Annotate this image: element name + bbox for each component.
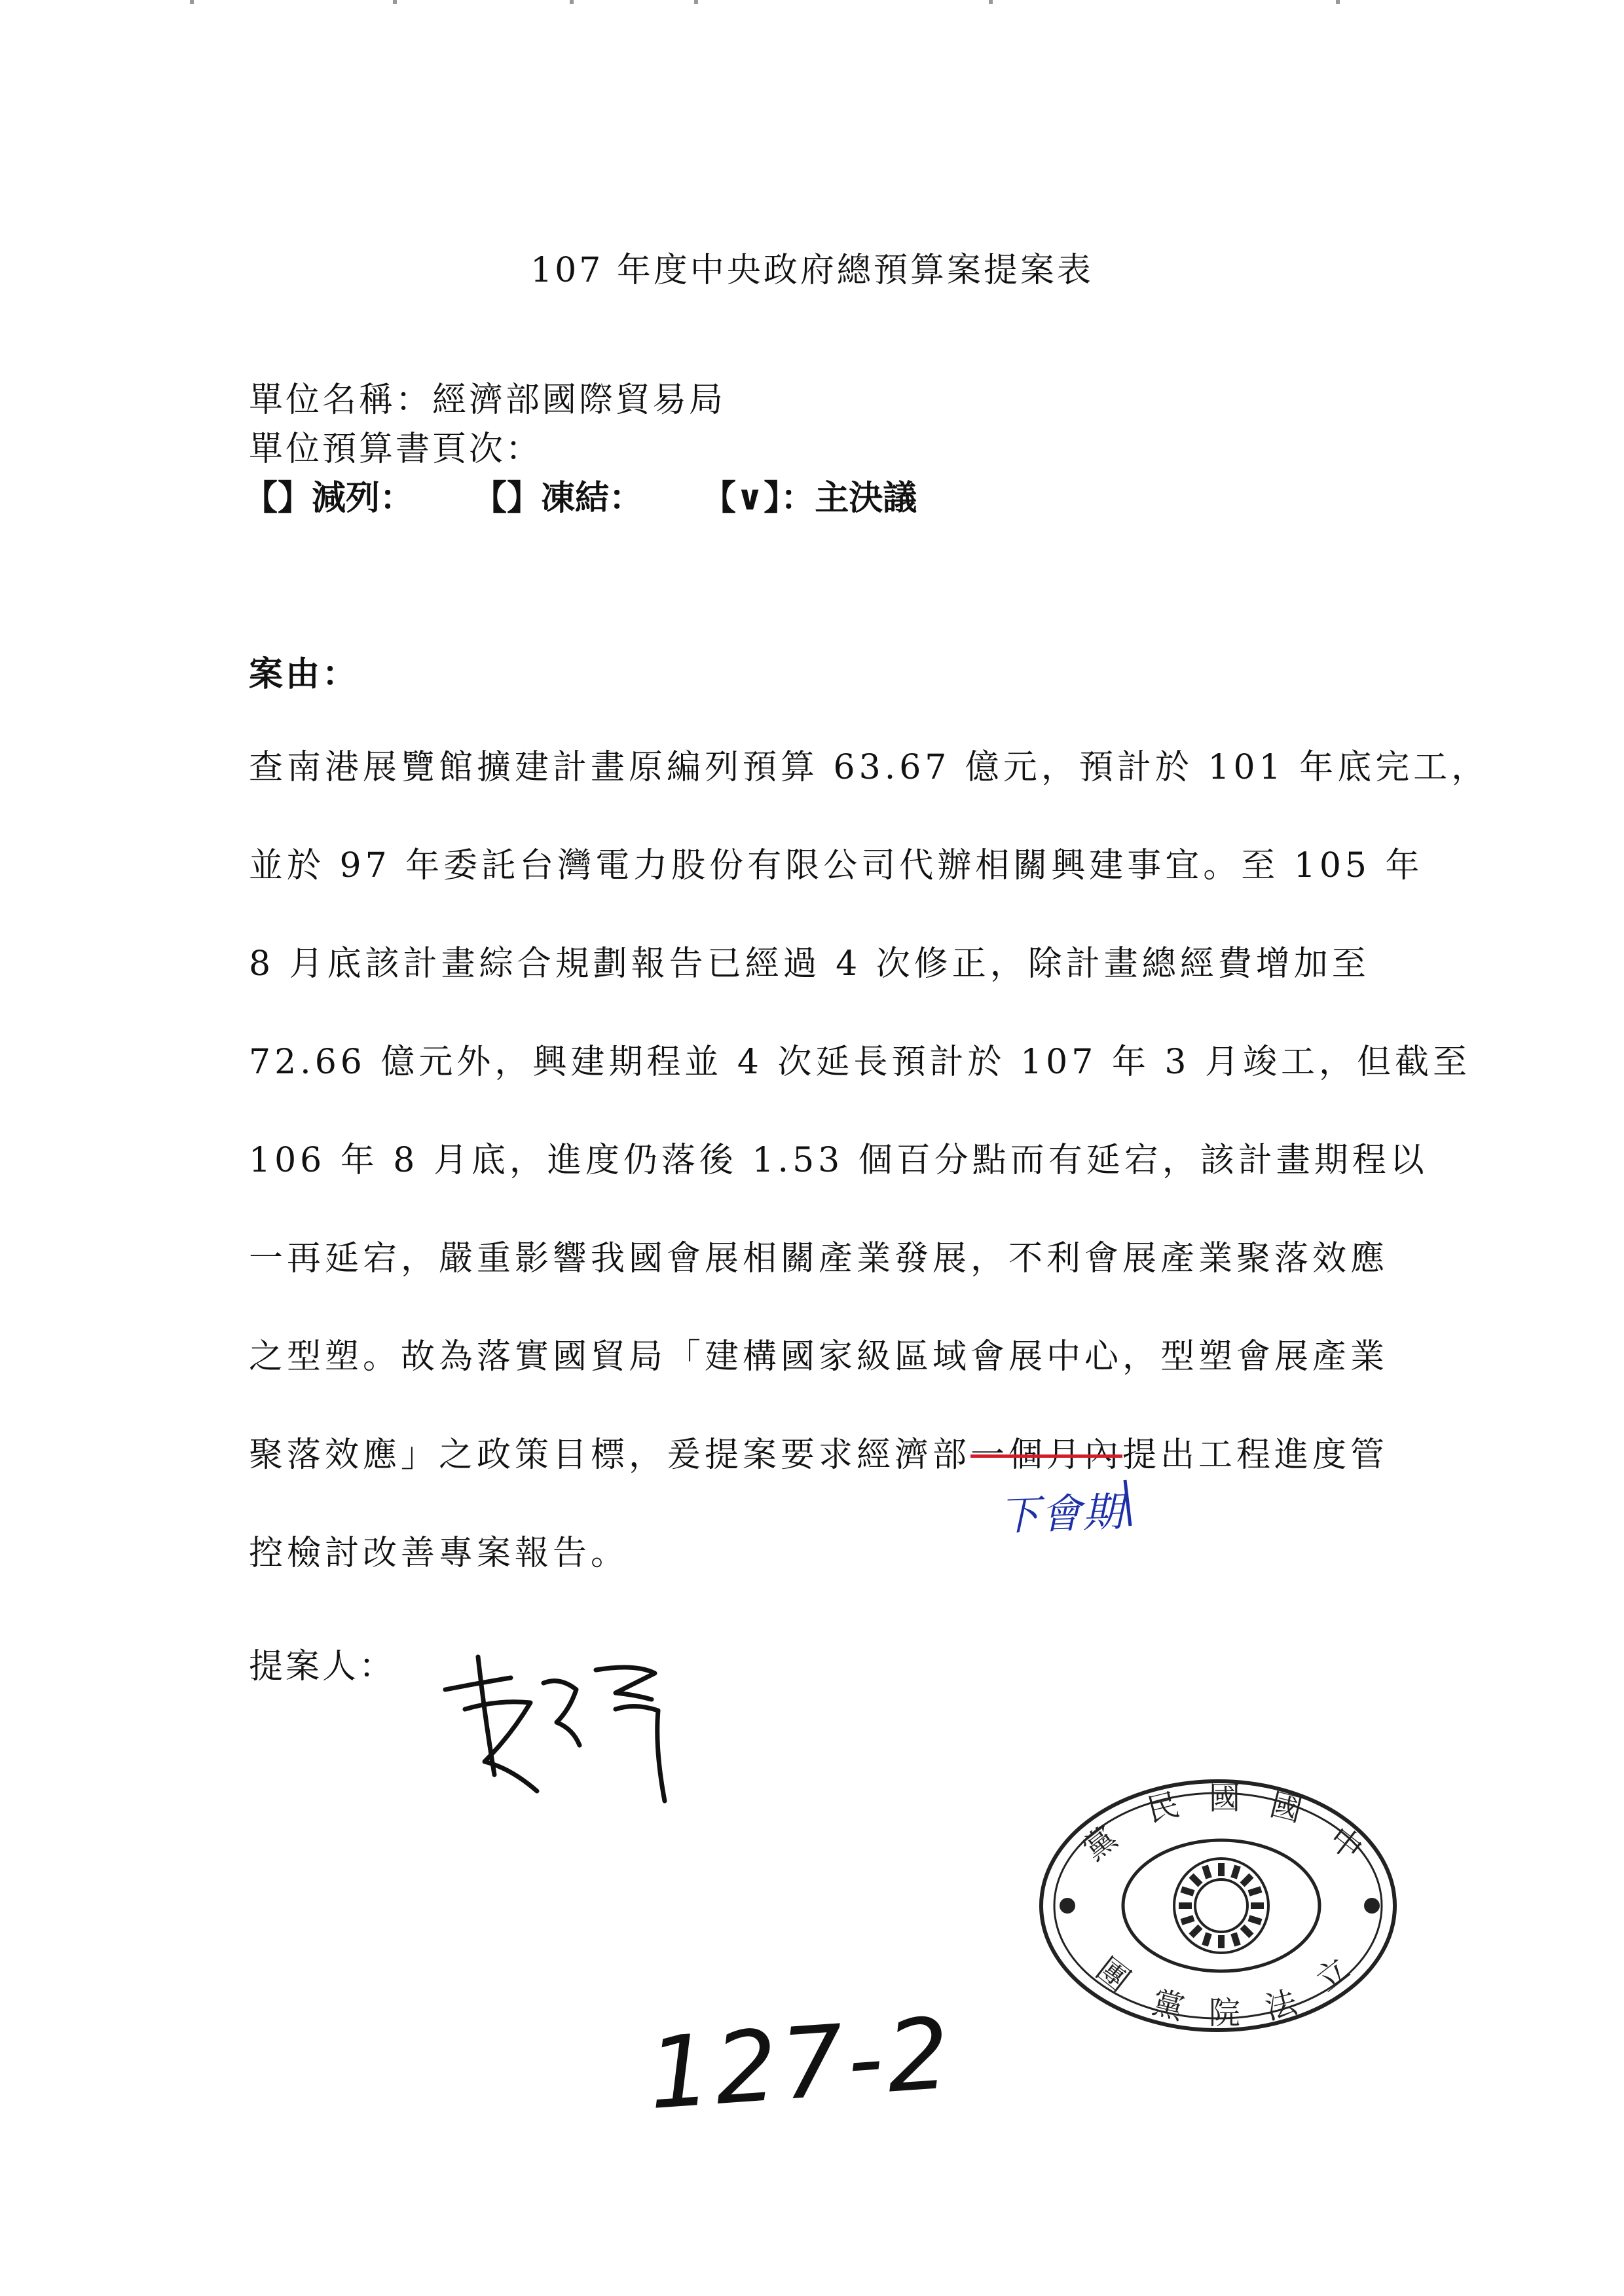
case-line: 72.66 億元外，興建期程並 4 次延長預計於 107 年 3 月竣工，但截至: [249, 1043, 1471, 1082]
seal-text: [1077, 1780, 1369, 2031]
document-title: 107 年度中央政府總預算案提案表: [530, 251, 1094, 290]
seal-char: 中: [1321, 1819, 1370, 1868]
insertion-caret-mark: [982, 1473, 1139, 1532]
amended-text-before: 聚落效應」之政策目標，爰提案要求經濟部: [249, 1435, 971, 1475]
case-line: 控檢討改善專案報告。: [249, 1534, 629, 1573]
budget-page-row: [249, 421, 542, 470]
budget-page-label: 單位預算書頁次：: [249, 430, 543, 469]
option-reduce: 【】減列：: [244, 478, 415, 518]
struck-text: 一個月內: [970, 1435, 1123, 1475]
case-line: 並於 97 年委託台灣電力股份有限公司代辦相關興建事宜。至 105 年: [249, 846, 1424, 885]
proposer-signature: [439, 1637, 688, 1814]
option-main-resolution: 【∨】：主決議: [702, 478, 917, 518]
case-line-amended: [249, 1435, 1401, 1475]
seal-char: 國: [1266, 1786, 1306, 1830]
case-heading: 案由：: [249, 654, 360, 694]
seal-char: 法: [1261, 1984, 1301, 2028]
options-row: [244, 470, 976, 519]
seal-char: 黨: [1148, 1984, 1188, 2028]
seal-char: 立: [1308, 1950, 1357, 1999]
option-freeze: 【】凍結：: [473, 478, 644, 518]
seal-char: 黨: [1076, 1819, 1124, 1868]
unit-name-row: [249, 372, 726, 421]
amended-text-after: 提出工程進度管: [1122, 1435, 1389, 1475]
seal-char: 民: [1143, 1786, 1183, 1830]
case-line: 一再延宕，嚴重影響我國會展相關產業發展，不利會展產業聚落效應: [249, 1239, 1389, 1278]
handwritten-insertion: 下會期: [997, 1487, 1126, 1540]
handwritten-page-number: 127-2: [644, 1996, 957, 2132]
seal-char: 國: [1208, 1780, 1241, 1817]
case-line: 8 月底該計畫綜合規劃報告已經過 4 次修正，除計畫總經費增加至: [249, 944, 1370, 984]
case-line: 106 年 8 月底，進度仍落後 1.53 個百分點而有延宕，該計畫期程以: [249, 1141, 1428, 1180]
seal-char: 團: [1089, 1950, 1137, 1999]
unit-name-label: 單位名稱：: [249, 380, 433, 420]
case-line: 查南港展覽館擴建計畫原編列預算 63.67 億元，預計於 101 年底完工，: [249, 748, 1490, 787]
case-line: 之型塑。故為落實國貿局「建構國家級區域會展中心，型塑會展產業: [249, 1337, 1389, 1377]
seal-char: 院: [1208, 1995, 1241, 2031]
unit-name-value: 經濟部國際貿易局: [432, 380, 726, 420]
party-caucus-seal: [1035, 1775, 1401, 2037]
proposer-label: 提案人：: [249, 1647, 396, 1686]
